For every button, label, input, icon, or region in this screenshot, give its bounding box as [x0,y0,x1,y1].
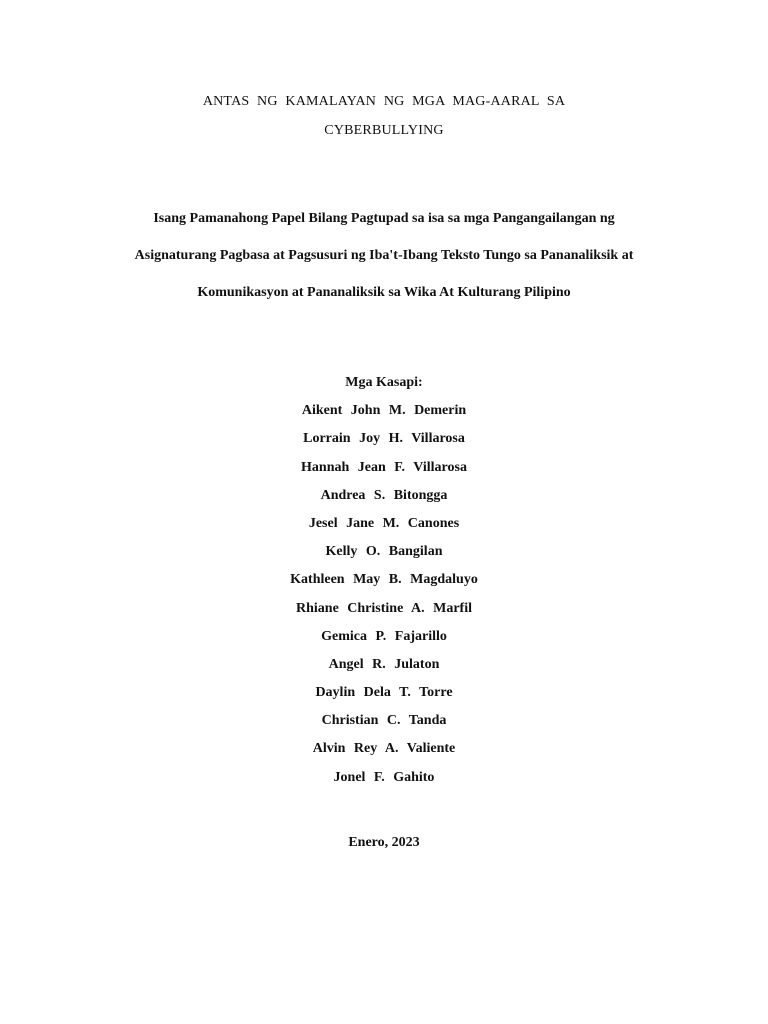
purpose-line-2: Asignaturang Pagbasa at Pagsusuri ng Iba't-Ibang Teksto Tungo sa Pananaliksik at [134,248,634,263]
member-name: Andrea S. Bitongga [320,487,448,503]
members-label: Mga Kasapi: [345,375,423,390]
member-name: Aikent John M. Demerin [301,403,467,419]
date: Enero, 2023 [348,835,420,850]
member-name: Gemica P. Fajarillo [321,628,447,644]
title-line-2: CYBERBULLYING [324,123,444,138]
member-name: Alvin Rey A. Valiente [312,741,456,757]
title-line-1: ANTAS NG KAMALAYAN NG MGA MAG-AARAL SA [202,94,566,109]
member-name: Rhiane Christine A. Marfil [296,600,472,616]
purpose-line-1: Isang Pamanahong Papel Bilang Pagtupad sa isa sa mga Pangangailangan ng [153,211,615,226]
member-name: Hannah Jean F. Villarosa [301,459,467,475]
member-name: Kelly O. Bangilan [325,544,443,560]
member-name: Angel R. Julaton [328,656,440,672]
member-name: Christian C. Tanda [321,713,447,729]
member-name: Jonel F. Gahito [333,769,435,785]
member-name: Jesel Jane M. Canones [308,515,460,531]
member-name: Lorrain Joy H. Villarosa [303,431,465,447]
purpose-line-3: Komunikasyon at Pananaliksik sa Wika At Kulturang Pilipino [197,285,571,300]
member-name: Daylin Dela T. Torre [315,685,453,701]
members-list [0,374,768,797]
member-name: Kathleen May B. Magdaluyo [290,572,478,588]
